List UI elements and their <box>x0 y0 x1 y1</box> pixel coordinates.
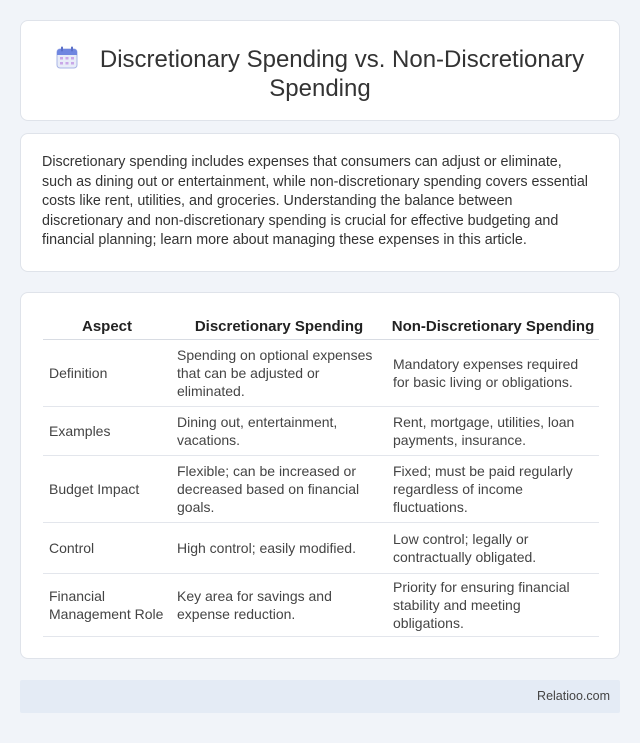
footer-brand: Relatioo.com <box>537 689 610 703</box>
column-header-aspect: Aspect <box>43 315 171 339</box>
column-header-discretionary: Discretionary Spending <box>171 315 387 339</box>
comparison-table <box>43 315 599 637</box>
table-row <box>43 406 599 455</box>
aspect-cell: Definition <box>43 339 171 406</box>
discretionary-cell: High control; easily modified. <box>171 522 387 573</box>
page-title <box>40 45 600 103</box>
discretionary-cell: Flexible; can be increased or decreased based on financial goals. <box>171 455 387 522</box>
intro-card <box>20 133 620 272</box>
table-row <box>43 455 599 522</box>
aspect-cell: Control <box>43 522 171 573</box>
discretionary-cell: Dining out, entertainment, vacations. <box>171 406 387 455</box>
table-row <box>43 339 599 406</box>
column-header-non-discretionary: Non-Discretionary Spending <box>387 315 599 339</box>
non-discretionary-cell: Rent, mortgage, utilities, loan payments, insurance. <box>387 406 599 455</box>
table-card <box>20 292 620 659</box>
title-card <box>20 20 620 121</box>
non-discretionary-cell: Priority for ensuring financial stability and meeting obligations. <box>387 573 599 636</box>
table-row <box>43 573 599 636</box>
title-wrap <box>21 45 619 103</box>
non-discretionary-cell: Mandatory expenses required for basic living or obligations. <box>387 339 599 406</box>
non-discretionary-cell: Fixed; must be paid regularly regardless of income fluctuations. <box>387 455 599 522</box>
non-discretionary-cell: Low control; legally or contractually obligated. <box>387 522 599 573</box>
calendar-icon <box>56 46 78 70</box>
aspect-cell: Financial Management Role <box>43 573 171 636</box>
table-row <box>43 522 599 573</box>
page-title-text: Discretionary Spending vs. Non-Discretionary Spending <box>99 46 585 102</box>
intro-paragraph: Discretionary spending includes expenses that consumers can adjust or eliminate, such as dining out or entertainment, while non-discretionary spending covers essential costs like rent, utilities, and groceries. Understanding the balance between discretionary and non-discretionary spending is crucial for effective budgeting and financial planning; learn more about managing these expenses in this article. <box>42 154 588 248</box>
aspect-cell: Examples <box>43 406 171 455</box>
discretionary-cell: Key area for savings and expense reduction. <box>171 573 387 636</box>
footer-bar <box>20 680 620 713</box>
table-header-row <box>43 315 599 339</box>
discretionary-cell: Spending on optional expenses that can be adjusted or eliminated. <box>171 339 387 406</box>
aspect-cell: Budget Impact <box>43 455 171 522</box>
